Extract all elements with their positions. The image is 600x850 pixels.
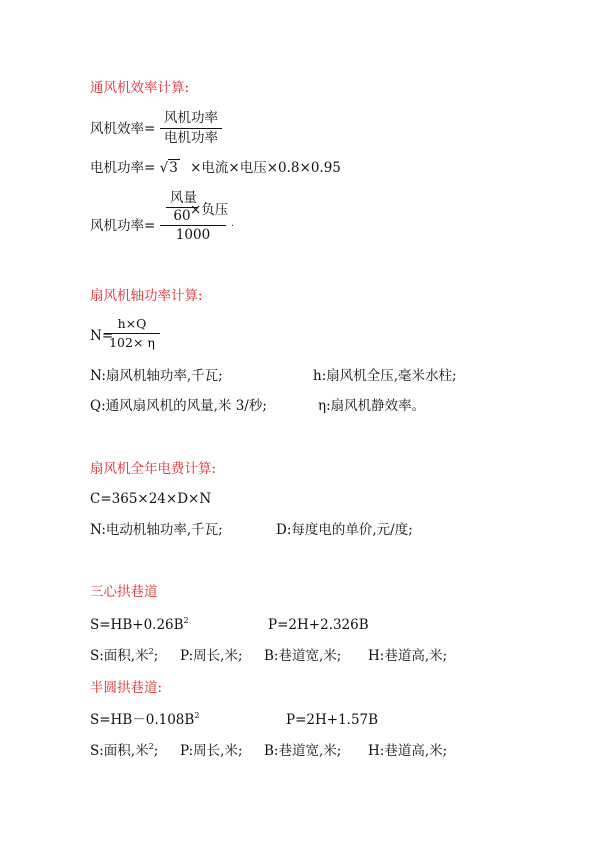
three-arch-area-text: S=HB+0.26B (90, 617, 184, 633)
fan-flow-label: 风量 (170, 190, 197, 206)
three-arch-def-s-text: S:面积,米 (90, 648, 149, 664)
semi-arch-area-exp: 2 (194, 711, 200, 720)
fan-dot: . (231, 218, 235, 229)
fan-denominator: 1000 (175, 227, 211, 243)
fan-sixty: 60 (173, 208, 191, 224)
three-arch-def-b: B:巷道宽,米; (264, 648, 342, 664)
eff-fraction-bar (160, 128, 222, 129)
def-h: h:扇风机全压,毫米水柱; (313, 368, 457, 384)
eff-denominator: 电机功率 (164, 130, 218, 146)
heading-annual-cost: 扇风机全年电费计算: (90, 461, 217, 477)
semi-arch-def-h: H:巷道高,米; (368, 743, 448, 759)
three-arch-area-exp: 2 (183, 616, 189, 625)
n-label: N= (90, 328, 114, 344)
semi-arch-def-s-exp: 2 (148, 742, 154, 751)
motor-label: 电机功率= (90, 160, 156, 176)
semi-arch-area-text: S=HB－0.108B (90, 712, 195, 728)
eff-label: 风机效率= (90, 121, 156, 137)
eff-fraction (160, 110, 222, 146)
fan-power-label: 风机功率= (90, 218, 156, 234)
eff-numerator: 风机功率 (164, 110, 218, 126)
heading-shaft-power: 扇风机轴功率计算: (90, 288, 203, 304)
fan-times-pressure: ×负压 (190, 202, 229, 218)
motor-rest: ×电流×电压×0.8×0.95 (190, 160, 341, 176)
n-denominator: 102× η (109, 335, 155, 350)
fan-main-bar (160, 225, 226, 226)
semi-arch-def-s-text: S:面积,米 (90, 743, 149, 759)
semi-arch-def-s (90, 743, 158, 759)
sqrt-symbol: √3 (159, 160, 178, 176)
def-motor-power: N:电动机轴功率,千瓦; (90, 522, 223, 538)
three-arch-def-s (90, 648, 158, 664)
def-n: N:扇风机轴功率,千瓦; (90, 368, 223, 384)
n-fraction (104, 316, 160, 352)
semi-arch-area-formula (90, 712, 199, 728)
heading-three-center-arch: 三心拱巷道 (90, 584, 158, 600)
heading-fan-efficiency: 通风机效率计算: (90, 80, 190, 96)
n-fraction-bar (104, 333, 160, 334)
semi-arch-def-p: P:周长,米; (180, 743, 243, 759)
three-arch-def-h: H:巷道高,米; (368, 648, 448, 664)
three-arch-area-formula (90, 617, 189, 633)
three-arch-perimeter-formula: P=2H+2.326B (268, 617, 369, 633)
sqrt-radicand: 3 (169, 160, 178, 176)
three-arch-def-s-end: ; (153, 648, 159, 664)
heading-semicircle-arch: 半圆拱巷道: (90, 680, 163, 696)
semi-arch-def-s-end: ; (153, 743, 159, 759)
def-q: Q:通风扇风机的风量,米 3/秒; (90, 398, 267, 414)
def-unit-price: D:每度电的单价,元/度; (276, 522, 413, 538)
motor-power-formula (90, 160, 341, 176)
def-eta: η:扇风机静效率。 (318, 398, 426, 414)
three-arch-def-s-exp: 2 (148, 647, 154, 656)
semi-arch-perimeter-formula: P=2H+1.57B (286, 712, 379, 728)
semi-arch-def-b: B:巷道宽,米; (264, 743, 342, 759)
three-arch-def-p: P:周长,米; (180, 648, 243, 664)
n-numerator: h×Q (117, 316, 147, 331)
cost-formula: C=365×24×D×N (90, 491, 212, 507)
